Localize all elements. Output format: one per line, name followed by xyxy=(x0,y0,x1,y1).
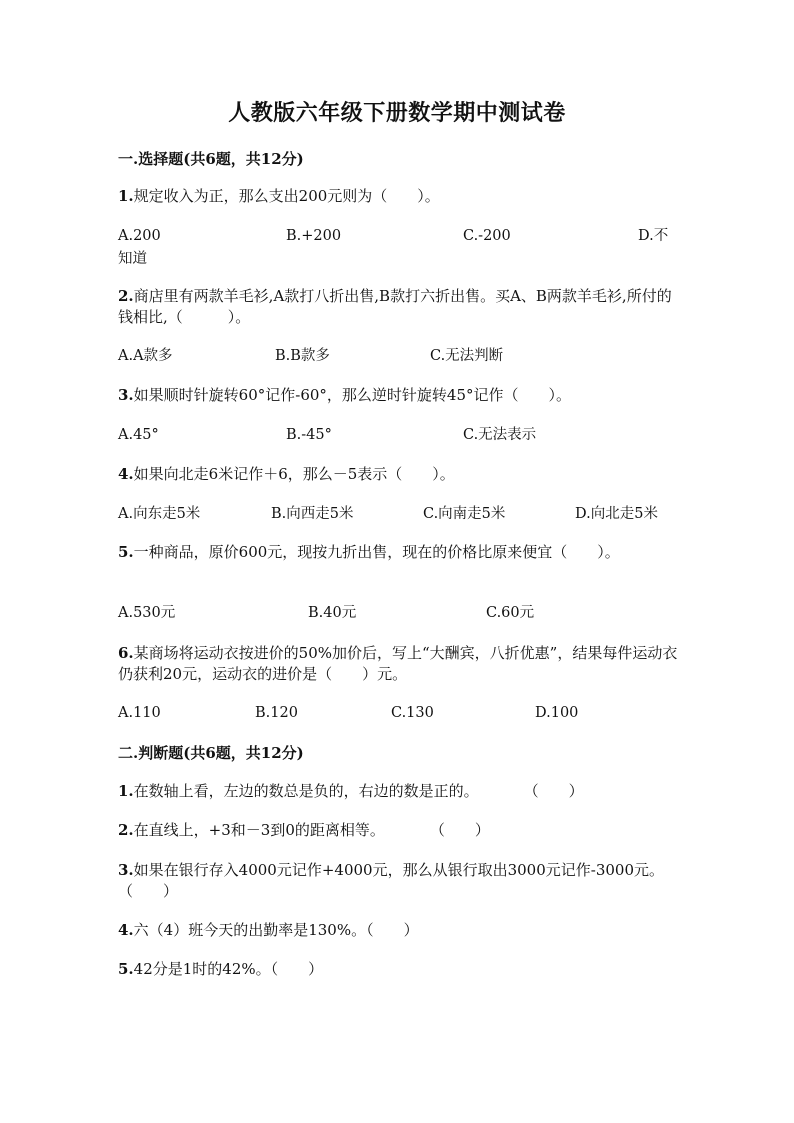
question-text: 某商场将运动衣按进价的50%加价后，写上“大酬宾，八折优惠”，结果每件运动衣仍获利20元，运动衣的进价是（ ）元。 xyxy=(118,644,678,683)
option-c: C.60元 xyxy=(486,605,535,621)
option-d: D.不 xyxy=(638,228,669,244)
question-number: 1. xyxy=(118,187,134,205)
option-a: A.向东走5米 xyxy=(118,506,201,522)
options-row-3 xyxy=(118,425,678,447)
option-a: A.A款多 xyxy=(118,348,173,364)
question-text: 如果顺时针旋转60°记作-60°，那么逆时针旋转45°记作（ ）。 xyxy=(133,386,572,404)
options-row-2 xyxy=(118,346,678,368)
page-title: 人教版六年级下册数学期中测试卷 xyxy=(228,100,566,126)
question-text: 一种商品，原价600元，现按九折出售，现在的价格比原来便宜（ ）。 xyxy=(133,543,620,561)
option-c: C.130 xyxy=(391,705,434,721)
option-c: C.-200 xyxy=(463,228,511,244)
question-number: 5. xyxy=(118,960,134,978)
choice-question-1 xyxy=(118,186,678,207)
option-b: B.-45° xyxy=(286,427,332,443)
judgment-question-2 xyxy=(118,820,678,841)
options-row-5 xyxy=(118,603,678,625)
option-b: B.B款多 xyxy=(275,348,330,364)
option-d: D.100 xyxy=(535,705,579,721)
question-text: 如果向北走6米记作＋6，那么－5表示（ ）。 xyxy=(133,465,455,483)
option-a: A.200 xyxy=(118,228,161,244)
choice-question-2 xyxy=(118,286,678,328)
question-number: 6. xyxy=(118,644,134,662)
question-text: 42分是1时的42%。（ ） xyxy=(133,960,324,978)
question-text: 在数轴上看，左边的数总是负的，右边的数是正的。 （ ） xyxy=(133,782,584,800)
section-heading-choice: 一.选择题(共6题，共12分) xyxy=(118,150,304,168)
question-number: 4. xyxy=(118,465,134,483)
option-d-continuation: 知道 xyxy=(118,251,147,267)
question-number: 3. xyxy=(118,861,134,879)
choice-question-6 xyxy=(118,643,678,685)
option-d: D.向北走5米 xyxy=(575,506,658,522)
option-c: C.无法判断 xyxy=(430,348,504,364)
options-row-6 xyxy=(118,703,678,725)
choice-question-4 xyxy=(118,464,678,485)
option-a: A.530元 xyxy=(118,605,176,621)
judgment-question-1 xyxy=(118,781,678,802)
options-row-4 xyxy=(118,504,678,526)
question-number: 2. xyxy=(118,821,134,839)
question-text: 如果在银行存入4000元记作+4000元，那么从银行取出3000元记作-3000元。 （ ） xyxy=(118,861,702,900)
question-number: 5. xyxy=(118,543,134,561)
option-b: B.120 xyxy=(255,705,298,721)
section-heading-judgment: 二.判断题(共6题，共12分) xyxy=(118,744,304,762)
question-text: 规定收入为正，那么支出200元则为（ ）。 xyxy=(133,187,440,205)
question-number: 2. xyxy=(118,287,134,305)
judgment-question-5 xyxy=(118,959,678,980)
question-number: 4. xyxy=(118,921,134,939)
option-a: A.110 xyxy=(118,705,161,721)
question-text: 六（4）班今天的出勤率是130%。（ ） xyxy=(133,921,419,939)
option-b: B.40元 xyxy=(308,605,357,621)
option-a: A.45° xyxy=(118,427,159,443)
option-c: C.无法表示 xyxy=(463,427,537,443)
option-b: B.+200 xyxy=(286,228,342,244)
option-c: C.向南走5米 xyxy=(423,506,506,522)
judgment-question-3 xyxy=(118,860,702,902)
choice-question-3 xyxy=(118,385,678,406)
choice-question-5 xyxy=(118,542,678,563)
question-text: 在直线上，+3和－3到0的距离相等。 （ ） xyxy=(133,821,490,839)
question-text: 商店里有两款羊毛衫,A款打八折出售,B款打六折出售。买A、B两款羊毛衫,所付的钱相比,（ ）。 xyxy=(118,287,672,326)
option-b: B.向西走5米 xyxy=(271,506,354,522)
question-number: 1. xyxy=(118,782,134,800)
options-row-1 xyxy=(118,226,678,248)
question-number: 3. xyxy=(118,386,134,404)
judgment-question-4 xyxy=(118,920,678,941)
